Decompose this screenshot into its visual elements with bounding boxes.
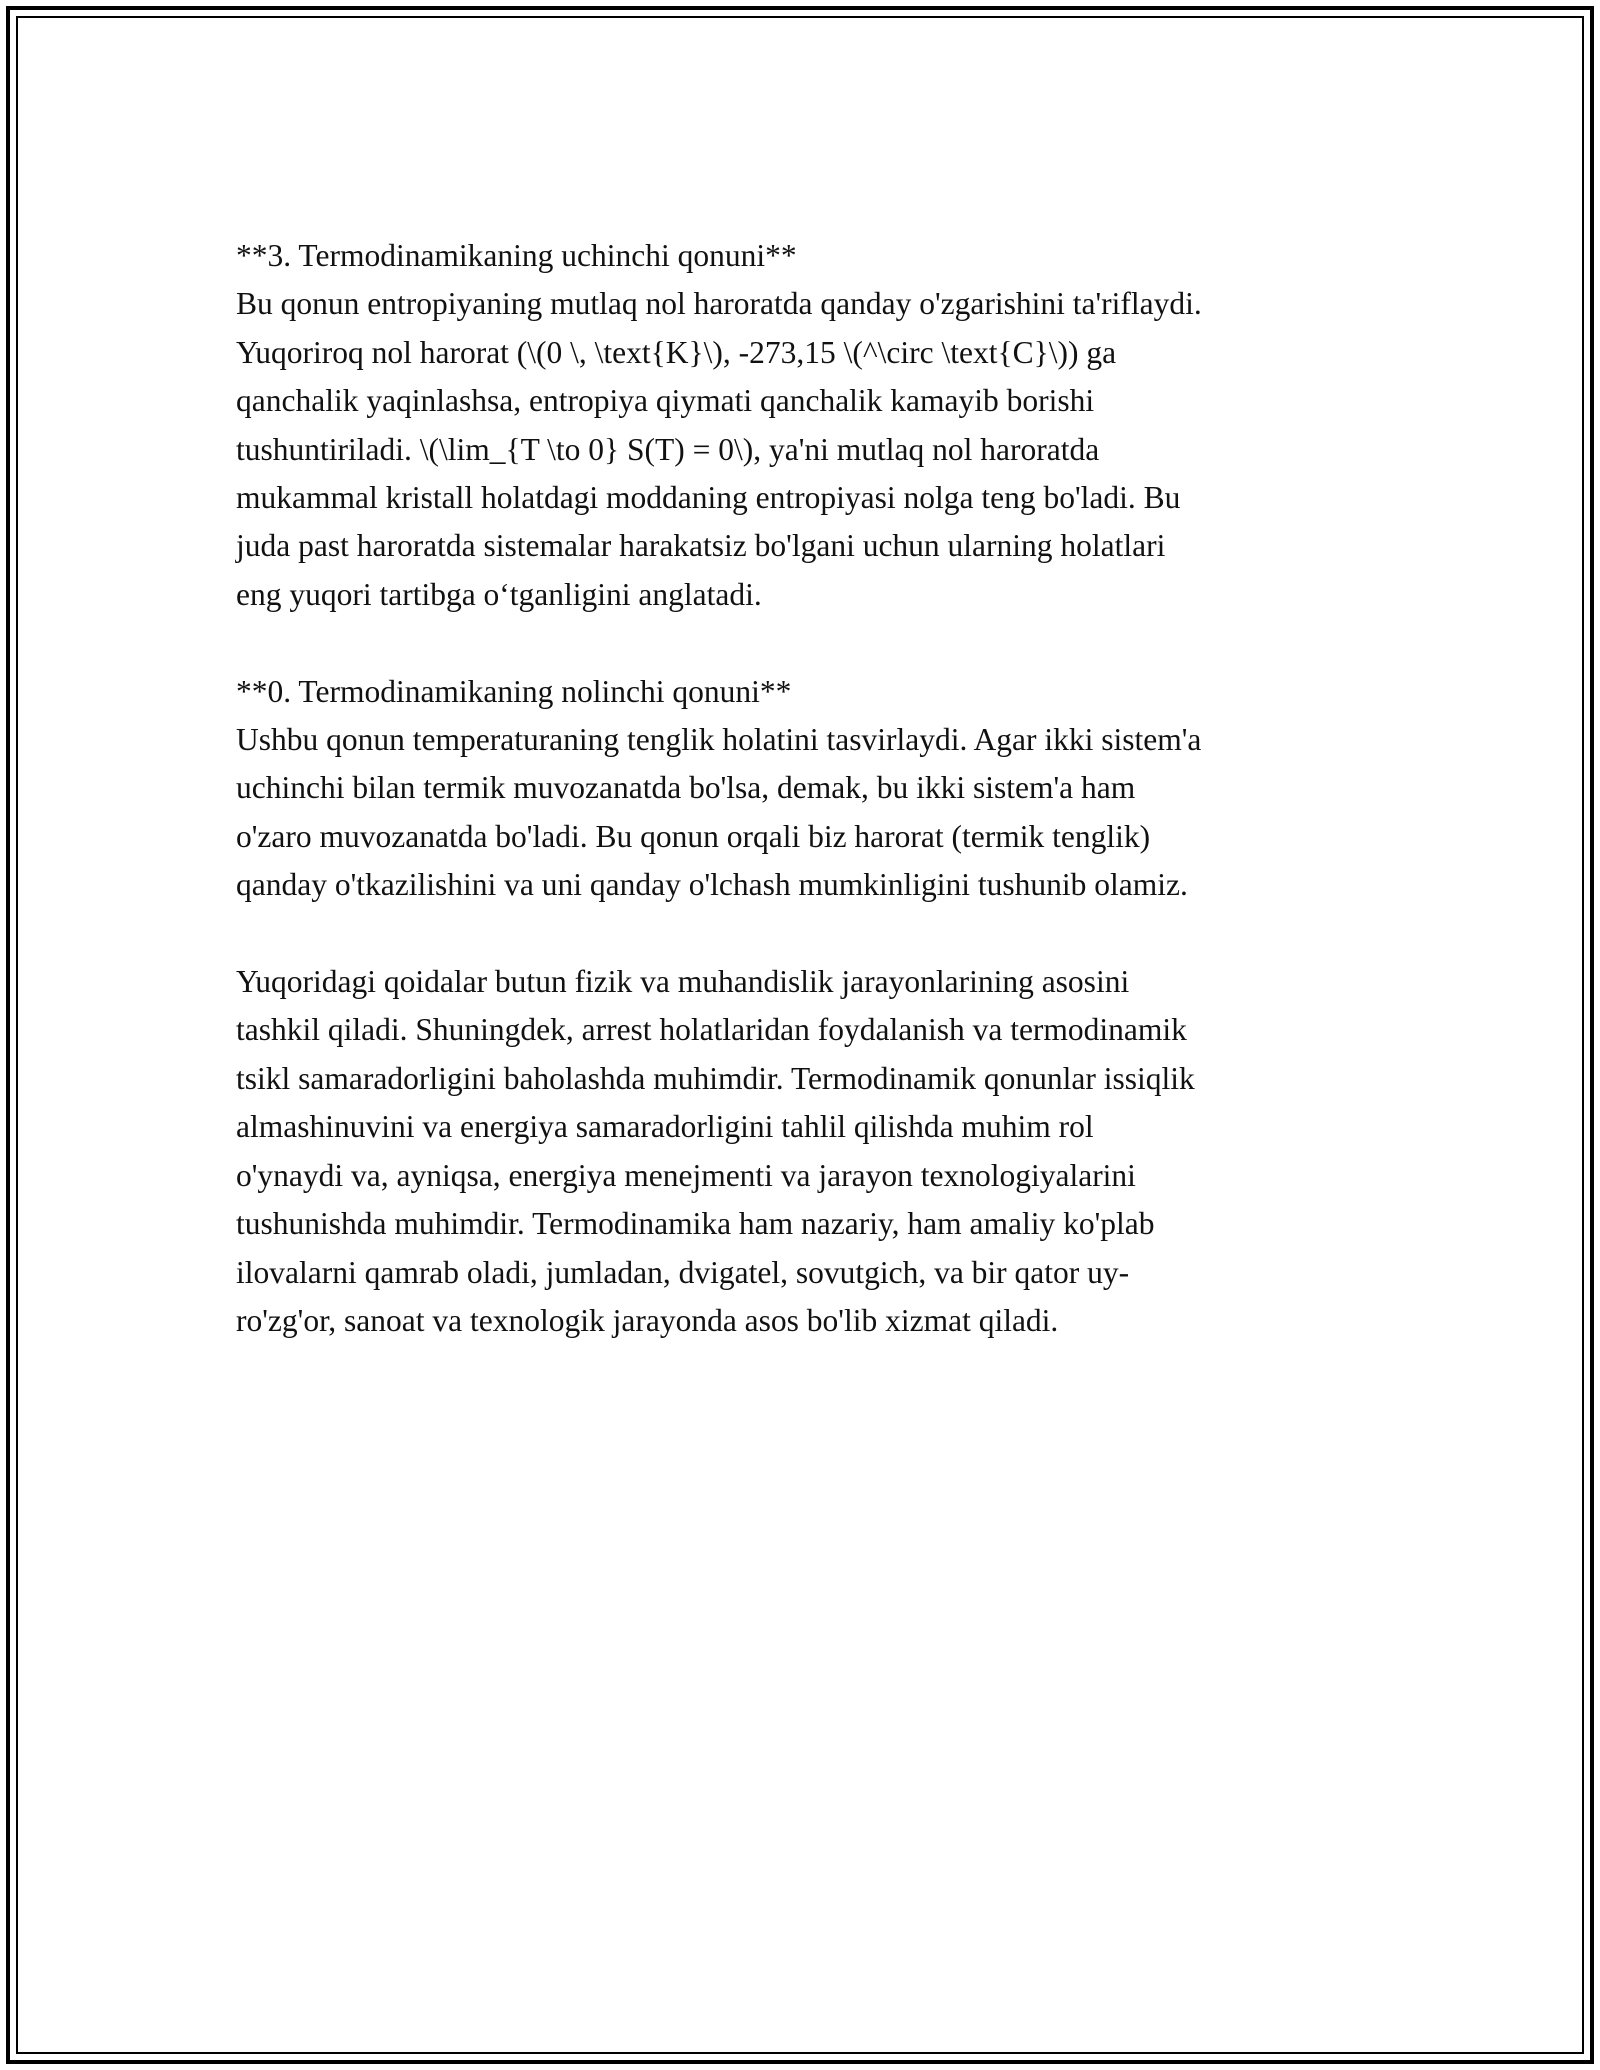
- paragraph-line: tsikl samaradorligini baholashda muhimdir. Termodinamik qonunlar issiqlik: [236, 1060, 1195, 1096]
- paragraph-line: mukammal kristall holatdagi moddaning entropiyasi nolga teng bo'ladi. Bu: [236, 480, 1181, 516]
- section-zeroth-law: [236, 668, 1396, 910]
- paragraph-line: Bu qonun entropiyaning mutlaq nol haroratda qanday o'zgarishini ta'riflaydi.: [236, 286, 1202, 322]
- conclusion-paragraph: [236, 958, 1396, 1345]
- paragraph-line: ro'zg'or, sanoat va texnologik jarayonda asos bo'lib xizmat qiladi.: [236, 1302, 1059, 1338]
- section-heading: **3. Termodinamikaning uchinchi qonuni**: [236, 238, 797, 273]
- document-body: [236, 232, 1396, 1345]
- paragraph-line: Ushbu qonun temperaturaning tenglik holatini tasvirlaydi. Agar ikki sistem'a: [236, 722, 1202, 758]
- paragraph-gap: [236, 910, 1396, 958]
- paragraph-line: tushuntiriladi. \(\lim_{T \to 0} S(T) = 0\), ya'ni mutlaq nol haroratda: [236, 431, 1100, 467]
- paragraph-line: almashinuvini va energiya samaradorligini tahlil qilishda muhim rol: [236, 1109, 1094, 1145]
- paragraph-line: o'ynaydi va, ayniqsa, energiya menejmenti va jarayon texnologiyalarini: [236, 1157, 1136, 1193]
- paragraph-line: ilovalarni qamrab oladi, jumladan, dvigatel, sovutgich, va bir qator uy-: [236, 1254, 1130, 1290]
- paragraph-line: eng yuqori tartibga o‘tganligini anglatadi.: [236, 576, 762, 612]
- paragraph-line: tashkil qiladi. Shuningdek, arrest holatlaridan foydalanish va termodinamik: [236, 1012, 1187, 1048]
- paragraph-line: Yuqoridagi qoidalar butun fizik va muhandislik jarayonlarining asosini: [236, 964, 1130, 1000]
- paragraph-line: juda past haroratda sistemalar harakatsiz bo'lgani uchun ularning holatlari: [236, 528, 1166, 564]
- paragraph-line: uchinchi bilan termik muvozanatda bo'lsa, demak, bu ikki sistem'a ham: [236, 770, 1136, 806]
- paragraph-line: qanday o'tkazilishini va uni qanday o'lchash mumkinligini tushunib olamiz.: [236, 867, 1188, 903]
- section-heading: **0. Termodinamikaning nolinchi qonuni**: [236, 673, 792, 709]
- paragraph-line: o'zaro muvozanatda bo'ladi. Bu qonun orqali biz harorat (termik tenglik): [236, 818, 1151, 854]
- section-third-law: [236, 232, 1396, 619]
- paragraph-line: tushunishda muhimdir. Termodinamika ham nazariy, ham amaliy ko'plab: [236, 1206, 1155, 1242]
- paragraph-line: qanchalik yaqinlashsa, entropiya qiymati qanchalik kamayib borishi: [236, 383, 1095, 419]
- paragraph-gap: [236, 619, 1396, 667]
- paragraph-line: Yuqoriroq nol harorat (\(0 \, \text{K}\), -273,15 \(^\circ \text{C}\)) ga: [236, 334, 1117, 370]
